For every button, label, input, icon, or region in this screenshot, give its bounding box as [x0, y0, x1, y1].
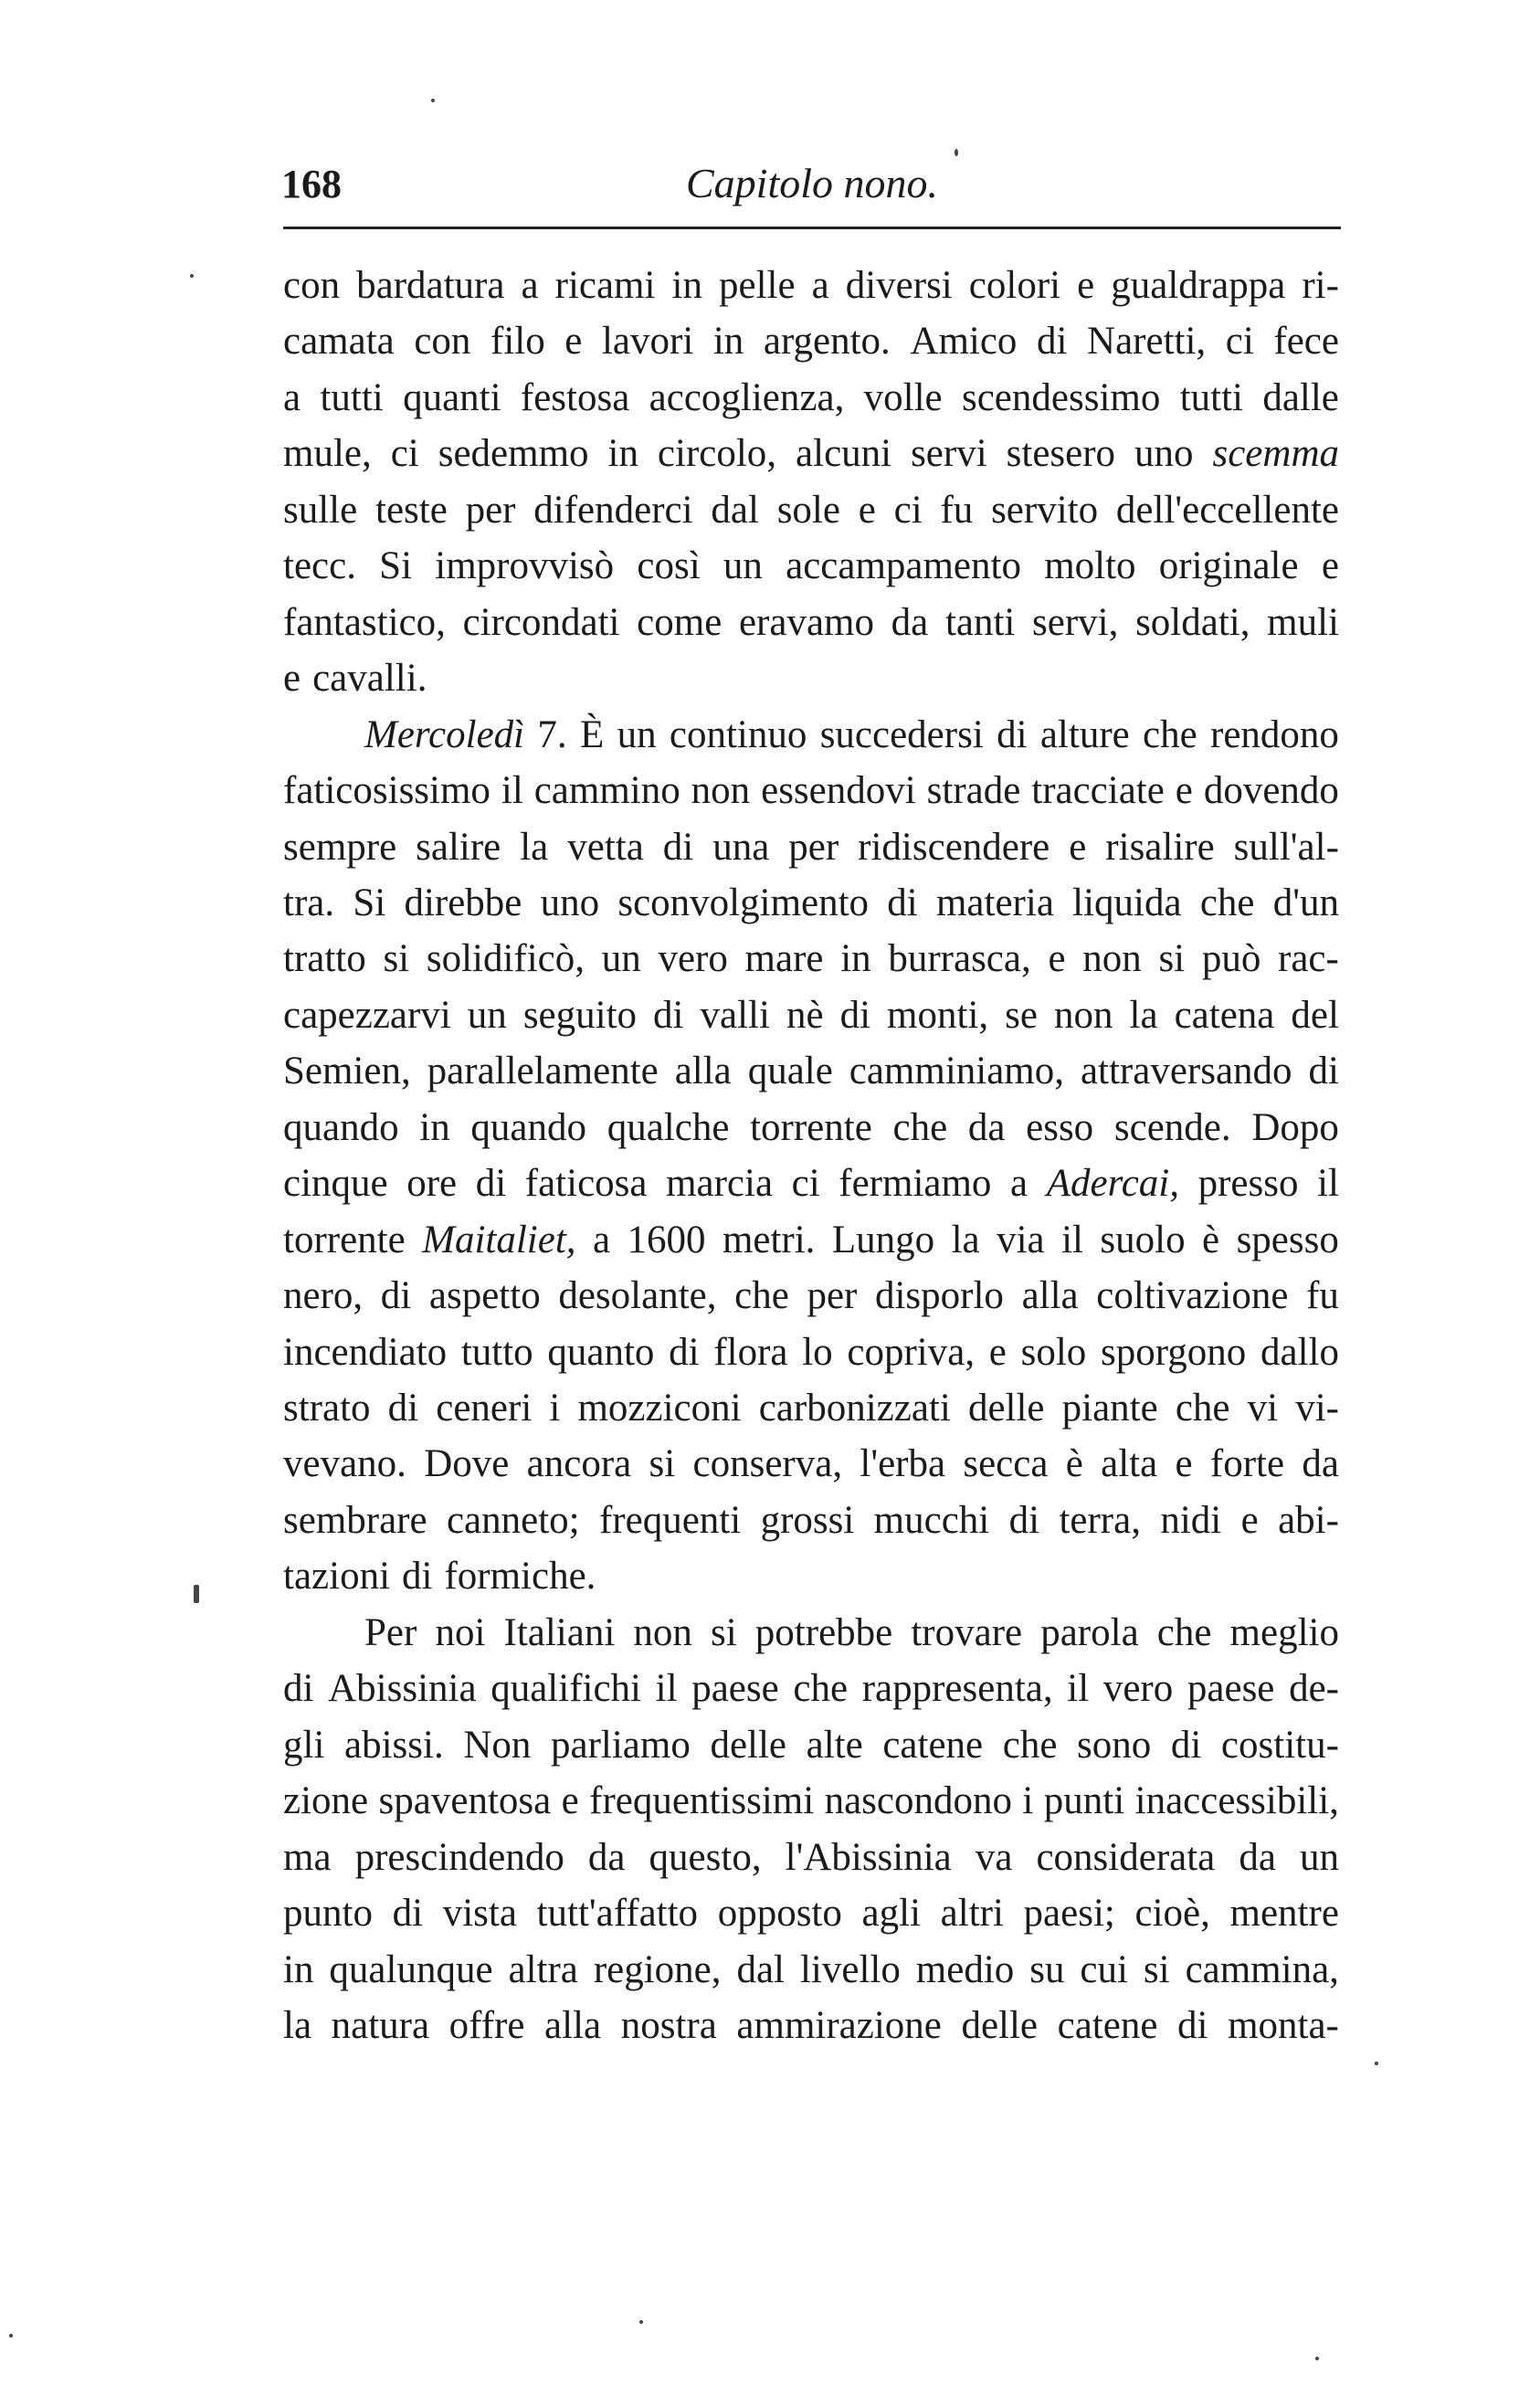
text-line: tazioni di formiche.	[283, 1555, 596, 1599]
scan-speck	[9, 2334, 13, 2338]
text-line: fantastico, circondati come eravamo da tanti servi, soldati, muli	[283, 600, 1339, 644]
scan-speck	[639, 2320, 643, 2324]
scan-speck	[1315, 2357, 1319, 2360]
text-line: quando in quando qualche torrente che da esso scende. Dopo	[283, 1105, 1339, 1149]
text-line: Semien, parallelamente alla quale camminiamo, attraversando di	[283, 1050, 1339, 1093]
page-number: 168	[281, 162, 342, 206]
text-line: zione spaventosa e frequentissimi nascondono i punti inaccessibili,	[283, 1779, 1339, 1823]
text-line: di Abissinia qualifichi il paese che rappresenta, il vero paese de-	[283, 1667, 1339, 1711]
text-line: la natura offre alla nostra ammirazione delle catene di monta-	[283, 2003, 1339, 2047]
text-line: Mercoledì 7. È un continuo succedersi di alture che rendono	[364, 712, 1339, 756]
text-line: tecc. Si improvvisò così un accampamento molto originale e	[283, 544, 1339, 588]
text-line: tra. Si direbbe uno sconvolgimento di materia liquida che d'un	[283, 881, 1339, 924]
text-line: camata con filo e lavori in argento. Amico di Naretti, ci fece	[283, 320, 1339, 364]
text-line: in qualunque altra regione, dal livello medio su cui si cammina,	[283, 1947, 1339, 1991]
scan-speck	[190, 274, 194, 278]
scan-speck	[955, 149, 958, 156]
text-line: vevano. Dove ancora si conserva, l'erba secca è alta e forte da	[283, 1442, 1339, 1486]
text-line: nero, di aspetto desolante, che per disporlo alla coltivazione fu	[283, 1274, 1339, 1318]
text-line: tratto si solidificò, un vero mare in burrasca, e non si può rac-	[283, 937, 1339, 981]
text-line: strato di ceneri i mozziconi carbonizzati delle piante che vi vi-	[283, 1387, 1339, 1430]
running-title: Capitolo nono.	[685, 160, 939, 206]
text-line: mule, ci sedemmo in circolo, alcuni servi stesero uno scemma	[283, 432, 1339, 476]
header-rule	[283, 227, 1341, 229]
text-line: sulle teste per difenderci dal sole e ci fu servito dell'eccellente	[283, 488, 1339, 532]
text-line: cinque ore di faticosa marcia ci fermiamo a Adercai, presso il	[283, 1162, 1339, 1206]
scan-speck	[194, 1585, 199, 1603]
text-line: capezzarvi un seguito di valli nè di monti, se non la catena del	[283, 993, 1339, 1037]
scan-speck	[1375, 2062, 1378, 2065]
text-line: sembrare canneto; frequenti grossi mucchi di terra, nidi e abi-	[283, 1498, 1339, 1542]
text-line: e cavalli.	[283, 657, 427, 701]
text-line: incendiato tutto quanto di flora lo copriva, e solo sporgono dallo	[283, 1330, 1339, 1374]
scan-speck	[431, 99, 435, 102]
text-line: gli abissi. Non parliamo delle alte catene che sono di costitu-	[283, 1723, 1339, 1767]
text-line: sempre salire la vetta di una per ridiscendere e risalire sull'al-	[283, 825, 1339, 869]
text-line: ma prescindendo da questo, l'Abissinia va considerata da un	[283, 1835, 1339, 1879]
text-line: a tutti quanti festosa accoglienza, volle scendessimo tutti dalle	[283, 375, 1339, 419]
text-line: Per noi Italiani non si potrebbe trovare parola che meglio	[364, 1610, 1339, 1654]
text-line: con bardatura a ricami in pelle a diversi colori e gualdrappa ri-	[283, 264, 1339, 307]
text-line: torrente Maitaliet, a 1600 metri. Lungo la via il suolo è spesso	[283, 1218, 1339, 1261]
text-line: punto di vista tutt'affatto opposto agli altri paesi; cioè, mentre	[283, 1892, 1339, 1936]
text-line: faticosissimo il cammino non essendovi strade tracciate e dovendo	[283, 769, 1339, 813]
